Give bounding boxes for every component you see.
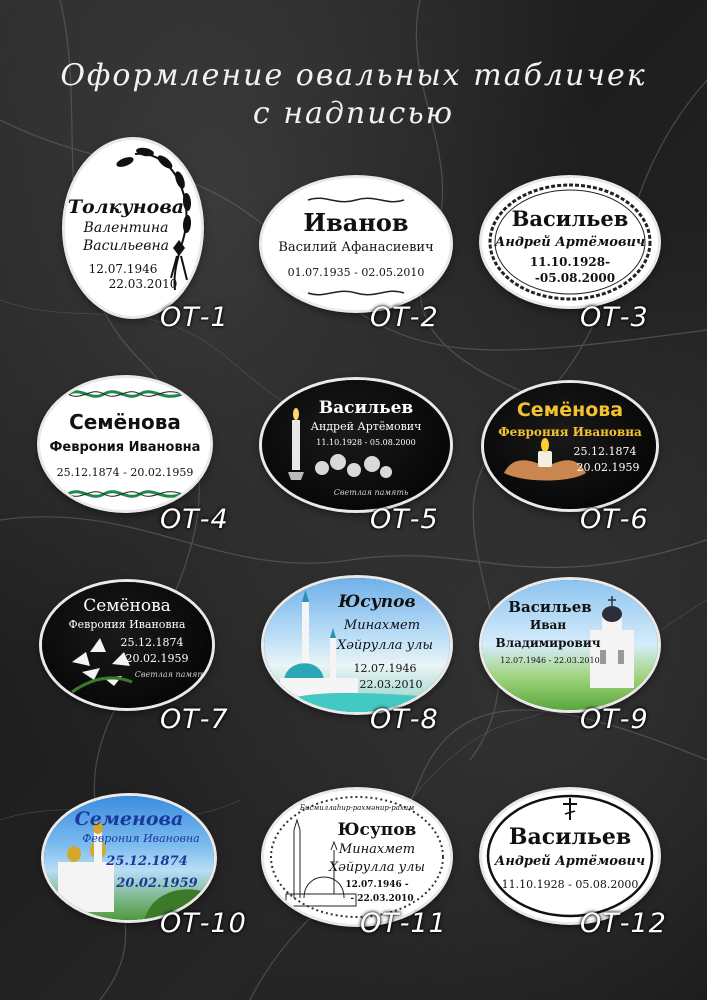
plate-name: Валентина [83,220,169,236]
plate-date-death: 22.03.2010 [359,678,423,691]
plate-patronymic: Хәйрулла улы [328,860,426,875]
plate-fullname: Андрей Артёмович [494,235,646,250]
plate-code: ОТ-9 [580,704,649,735]
plate-code: ОТ-10 [160,908,247,939]
plate-ot-12 [482,790,658,922]
plate-code: ОТ-11 [360,908,447,939]
plate-surname: Семёнова [83,596,171,616]
plate-ot-2 [262,178,450,310]
plate-fullname: Василий Афанасиевич [278,240,434,255]
plate-ot-10 [44,796,214,920]
plate-fullname: Феврония Ивановна [68,618,186,631]
plate-name: Минахмет [343,618,421,633]
plate-date-birth: 12.07.1946 - [345,880,409,890]
plate-date-death: 20.02.1959 [576,461,640,474]
plate-date-birth: 25.12.1874 [573,445,637,458]
plate-code: ОТ-2 [370,302,439,333]
plate-dates: 25.12.1874 - 20.02.1959 [56,466,194,479]
plate-dates: 11.10.1928 - 05.08.2000 [316,438,416,447]
flourish-bottom-icon [306,286,406,300]
plate-surname: Васильев [318,398,414,418]
plate-code: ОТ-4 [160,504,229,535]
plate-date-death: -05.08.2000 [534,271,616,285]
plate-fullname: Феврония Ивановна [82,832,200,845]
plate-fullname: Феврония Ивановна [49,440,201,455]
plate-ot-11 [264,790,450,924]
plate-date-birth: 25.12.1874 [120,636,184,649]
plate-ot-9 [482,580,658,710]
plate-ot-3 [482,178,658,306]
flourish-top-icon [306,192,406,208]
plate-code: ОТ-8 [370,704,439,735]
plate-surname: Семёнова [69,410,181,434]
plate-patronymic: Васильевна [82,238,170,254]
plate-date-death: 22.03.2010 [108,277,178,291]
plate-code: ОТ-3 [580,302,649,333]
plate-ot-1 [65,140,201,316]
plate-date-death: 20.02.1959 [116,876,198,891]
plate-code: ОТ-12 [580,908,667,939]
page-subtitle: с надписью [252,96,455,131]
plate-date-birth: 12.07.1946 [88,262,158,276]
plate-date-death: - 22.03.2010 [350,894,414,904]
plate-ot-6 [484,383,656,509]
plate-ot-7 [42,582,212,708]
plate-code: ОТ-6 [580,504,649,535]
plate-surname: Семенова [74,808,184,830]
plate-epitaph: Светлая память [134,670,210,679]
plate-fullname: Андрей Артёмович [494,854,646,869]
plate-ot-8 [264,578,450,712]
plate-code: ОТ-1 [160,302,229,333]
plate-ot-5 [262,380,450,510]
plate-surname: Васильев [508,824,632,850]
plate-name: Иван [529,618,567,632]
plate-name: Минахмет [338,842,416,857]
plate-surname: Толкунова [67,196,185,218]
plate-date-birth: 11.10.1928- [529,255,611,269]
plate-surname: Васильев [511,206,629,231]
plate-surname: Юсупов [338,592,416,612]
page-title: Оформление овальных табличек [60,58,647,93]
plate-surname: Семёнова [516,399,624,421]
plate-surname: Юсупов [337,820,417,840]
plate-dates: 01.07.1935 - 02.05.2010 [287,266,425,279]
plate-patronymic: Хәйрулла улы [336,638,434,653]
plate-dates: 11.10.1928 - 05.08.2000 [501,878,639,891]
plate-surname: Иванов [303,208,409,237]
plate-surname: Васильев [508,598,592,616]
plate-fullname: Андрей Артёмович [310,420,422,433]
plate-code: ОТ-7 [160,704,229,735]
ornament-band-bottom-icon [68,486,182,502]
plate-epitaph: Светлая память [333,488,409,497]
plate-patronymic: Владимирович [495,636,601,650]
ornament-band-top-icon [68,386,182,402]
plate-header: Бисмиллаһир-рахмәнир-рахим [299,804,415,812]
plate-fullname: Феврония Ивановна [498,425,642,439]
plate-code: ОТ-5 [370,504,439,535]
plate-date-death: 20.02.1959 [125,652,189,665]
plate-date-birth: 25.12.1874 [106,854,188,869]
plate-ot-4 [40,378,210,510]
plate-dates: 12.07.1946 - 22.03.2010 [500,656,600,665]
plate-date-birth: 12.07.1946 [353,662,417,675]
